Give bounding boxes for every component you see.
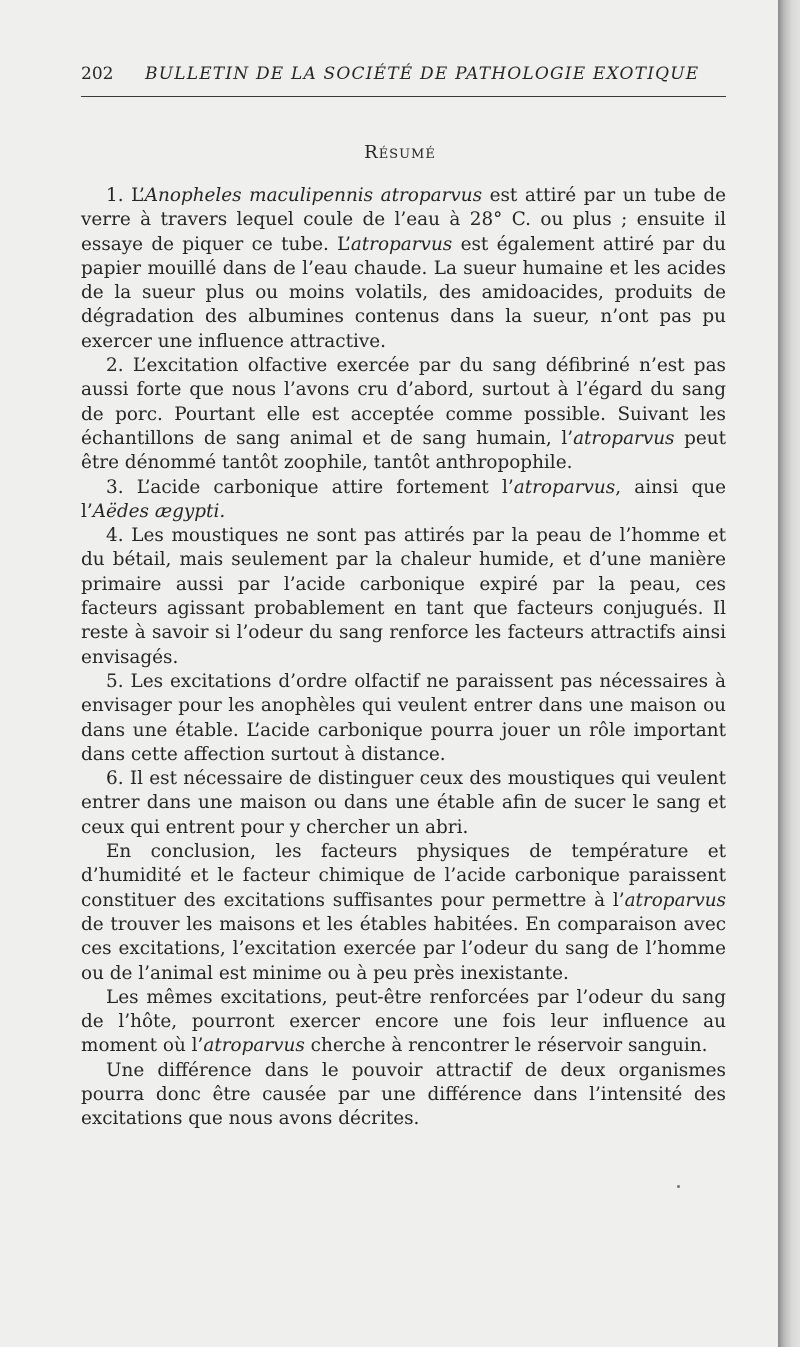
paragraph-4: 4. Les moustiques ne sont pas attirés par la peau de l’homme et du bétail, mais seulement par la chaleur humide, et d’une manière primaire aussi par l’acide carbonique expiré par la peau, ces facteurs agissant probablement en tant que facteurs conjugués. Il reste à savoir si l’odeur du sang renforce les facteurs attractifs ainsi envisagés. <box>81 525 726 668</box>
section-title: Résumé <box>364 142 436 163</box>
page-number: 202 <box>81 64 114 84</box>
page-edge-shadow <box>778 0 800 1347</box>
paragraph-1: 1. L’Anopheles maculipennis atroparvus est attiré par un tube de verre à travers lequel coule de l’eau à 28° C. ou plus ; ensuite il essaye de piquer ce tube. L’atroparvus est également attiré par du papier mouillé dans de l’eau chaude. La sueur humaine et les acides de la sueur plus ou moins volatils, des amidoacides, produits de dégradation des albumines contenus dans la sueur, n’ont pas pu exercer une influence attractive. <box>81 185 726 352</box>
paragraph-5: 5. Les excitations d’ordre olfactif ne paraissent pas nécessaires à envisager pour les anophèles qui veulent entrer dans une maison ou dans une étable. L’acide carbonique pourra jouer un rôle important dans cette affection surtout à distance. <box>81 670 726 765</box>
paragraph-8: Les mêmes excitations, peut-être renforcées par l’odeur du sang de l’hôte, pourront exercer encore une fois leur influence au moment où l’atroparvus cherche à rencontrer le réservoir sanguin. <box>81 986 726 1057</box>
paragraph-9: Une différence dans le pouvoir attractif de deux organismes pourra donc être causée par une différence dans l’intensité des excitations que nous avons décrites. <box>81 1059 726 1130</box>
stray-mark <box>677 1185 680 1188</box>
paragraph-2: 2. L’excitation olfactive exercée par du sang défibriné n’est pas aussi forte que nous l’avons cru d’abord, surtout à l’égard du sang de porc. Pourtant elle est acceptée comme possible. Suivant les échantillons de sang animal et de sang humain, l’atroparvus peut être dénommé tantôt zoophile, tantôt anthropophile. <box>81 355 726 474</box>
header-rule <box>81 96 726 97</box>
journal-title: BULLETIN DE LA SOCIÉTÉ DE PATHOLOGIE EXOTIQUE <box>145 64 700 84</box>
paragraph-6: 6. Il est nécessaire de distinguer ceux des moustiques qui veulent entrer dans une maison ou dans une étable afin de sucer le sang et ceux qui entrent pour y chercher un abri. <box>81 768 726 838</box>
summary-body <box>81 184 726 1132</box>
paragraph-conclusion: En conclusion, les facteurs physiques de température et d’humidité et le facteur chimique de l’acide carbonique paraissent constituer des excitations suffisantes pour permettre à l’atroparvus de trouver les maisons et les étables habitées. En comparaison avec ces excitations, l’excitation exercée par l’odeur du sang de l’homme ou de l’animal est minime ou à peu près inexistante. <box>81 841 726 984</box>
paragraph-3: 3. L’acide carbonique attire fortement l’atroparvus, ainsi que l’Aëdes ægypti. <box>81 476 726 522</box>
